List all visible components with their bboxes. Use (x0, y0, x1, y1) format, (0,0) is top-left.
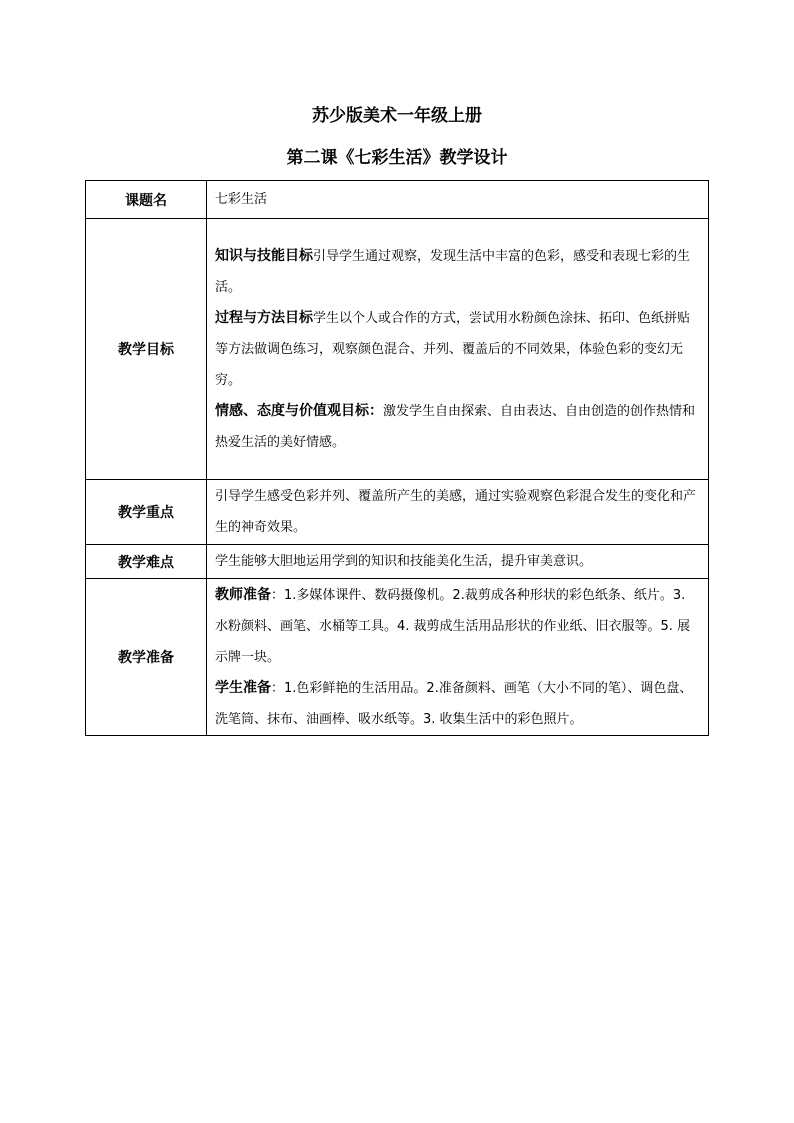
goal-knowledge-head: 知识与技能目标 (215, 247, 313, 264)
goal-knowledge (215, 241, 700, 303)
table-row-topic (86, 181, 709, 219)
lesson-title: 第二课《七彩生活》教学设计 (286, 148, 508, 168)
topic-label: 课题名 (86, 181, 207, 219)
goal-emotion (215, 396, 700, 458)
key-points-label: 教学重点 (86, 480, 207, 545)
goal-emotion-text: 激发学生自由探索、自由表达、自由创造的创作热情和热爱生活的美好情感。 (215, 403, 696, 450)
goals-label: 教学目标 (86, 219, 207, 480)
table-row-preparation (86, 579, 709, 736)
prep-student-head: 学生准备 (215, 679, 271, 696)
goal-process-head: 过程与方法目标 (215, 309, 313, 326)
prep-teacher-text: 1.多媒体课件、数码摄像机。2.裁剪成各种形状的彩色纸条、纸片。3. 水粉颜料、画笔、水桶等工具。4. 裁剪成生活用品形状的作业纸、旧衣服等。5. 展示牌一块。 (215, 587, 691, 665)
document-title: 苏少版美术一年级上册 (312, 106, 482, 126)
table-row-key-points (86, 480, 709, 545)
preparation-cell (207, 579, 709, 736)
prep-student-colon: ： (271, 680, 285, 696)
goal-process (215, 303, 700, 396)
topic-value: 七彩生活 (207, 181, 709, 219)
difficulties-value: 学生能够大胆地运用学到的知识和技能美化生活，提升审美意识。 (207, 545, 709, 579)
prep-student (215, 673, 700, 735)
goal-process-text: 学生以个人或合作的方式，尝试用水粉颜色涂抹、拓印、色纸拼贴等方法做调色练习，观察颜色混合、并列、覆盖后的不同效果，体验色彩的变幻无穷。 (215, 310, 691, 388)
difficulties-label: 教学难点 (86, 545, 207, 579)
goal-knowledge-text: 引导学生通过观察，发现生活中丰富的色彩，感受和表现七彩的生活。 (215, 248, 691, 295)
prep-teacher (215, 580, 700, 673)
preparation-label: 教学准备 (86, 579, 207, 736)
prep-teacher-colon: ： (271, 587, 285, 603)
lesson-plan-table (85, 180, 709, 736)
table-row-goals (86, 219, 709, 480)
prep-teacher-head: 教师准备 (215, 586, 271, 603)
prep-student-text: 1.色彩鲜艳的生活用品。2.准备颜料、画笔（大小不同的笔）、调色盘、洗笔筒、抹布、油画棒、吸水纸等。3. 收集生活中的彩色照片。 (215, 680, 693, 727)
key-points-value: 引导学生感受色彩并列、覆盖所产生的美感，通过实验观察色彩混合发生的变化和产生的神奇效果。 (207, 480, 709, 545)
goals-cell (207, 219, 709, 480)
table-row-difficulties (86, 545, 709, 579)
goal-emotion-head: 情感、态度与价值观目标： (215, 402, 383, 419)
